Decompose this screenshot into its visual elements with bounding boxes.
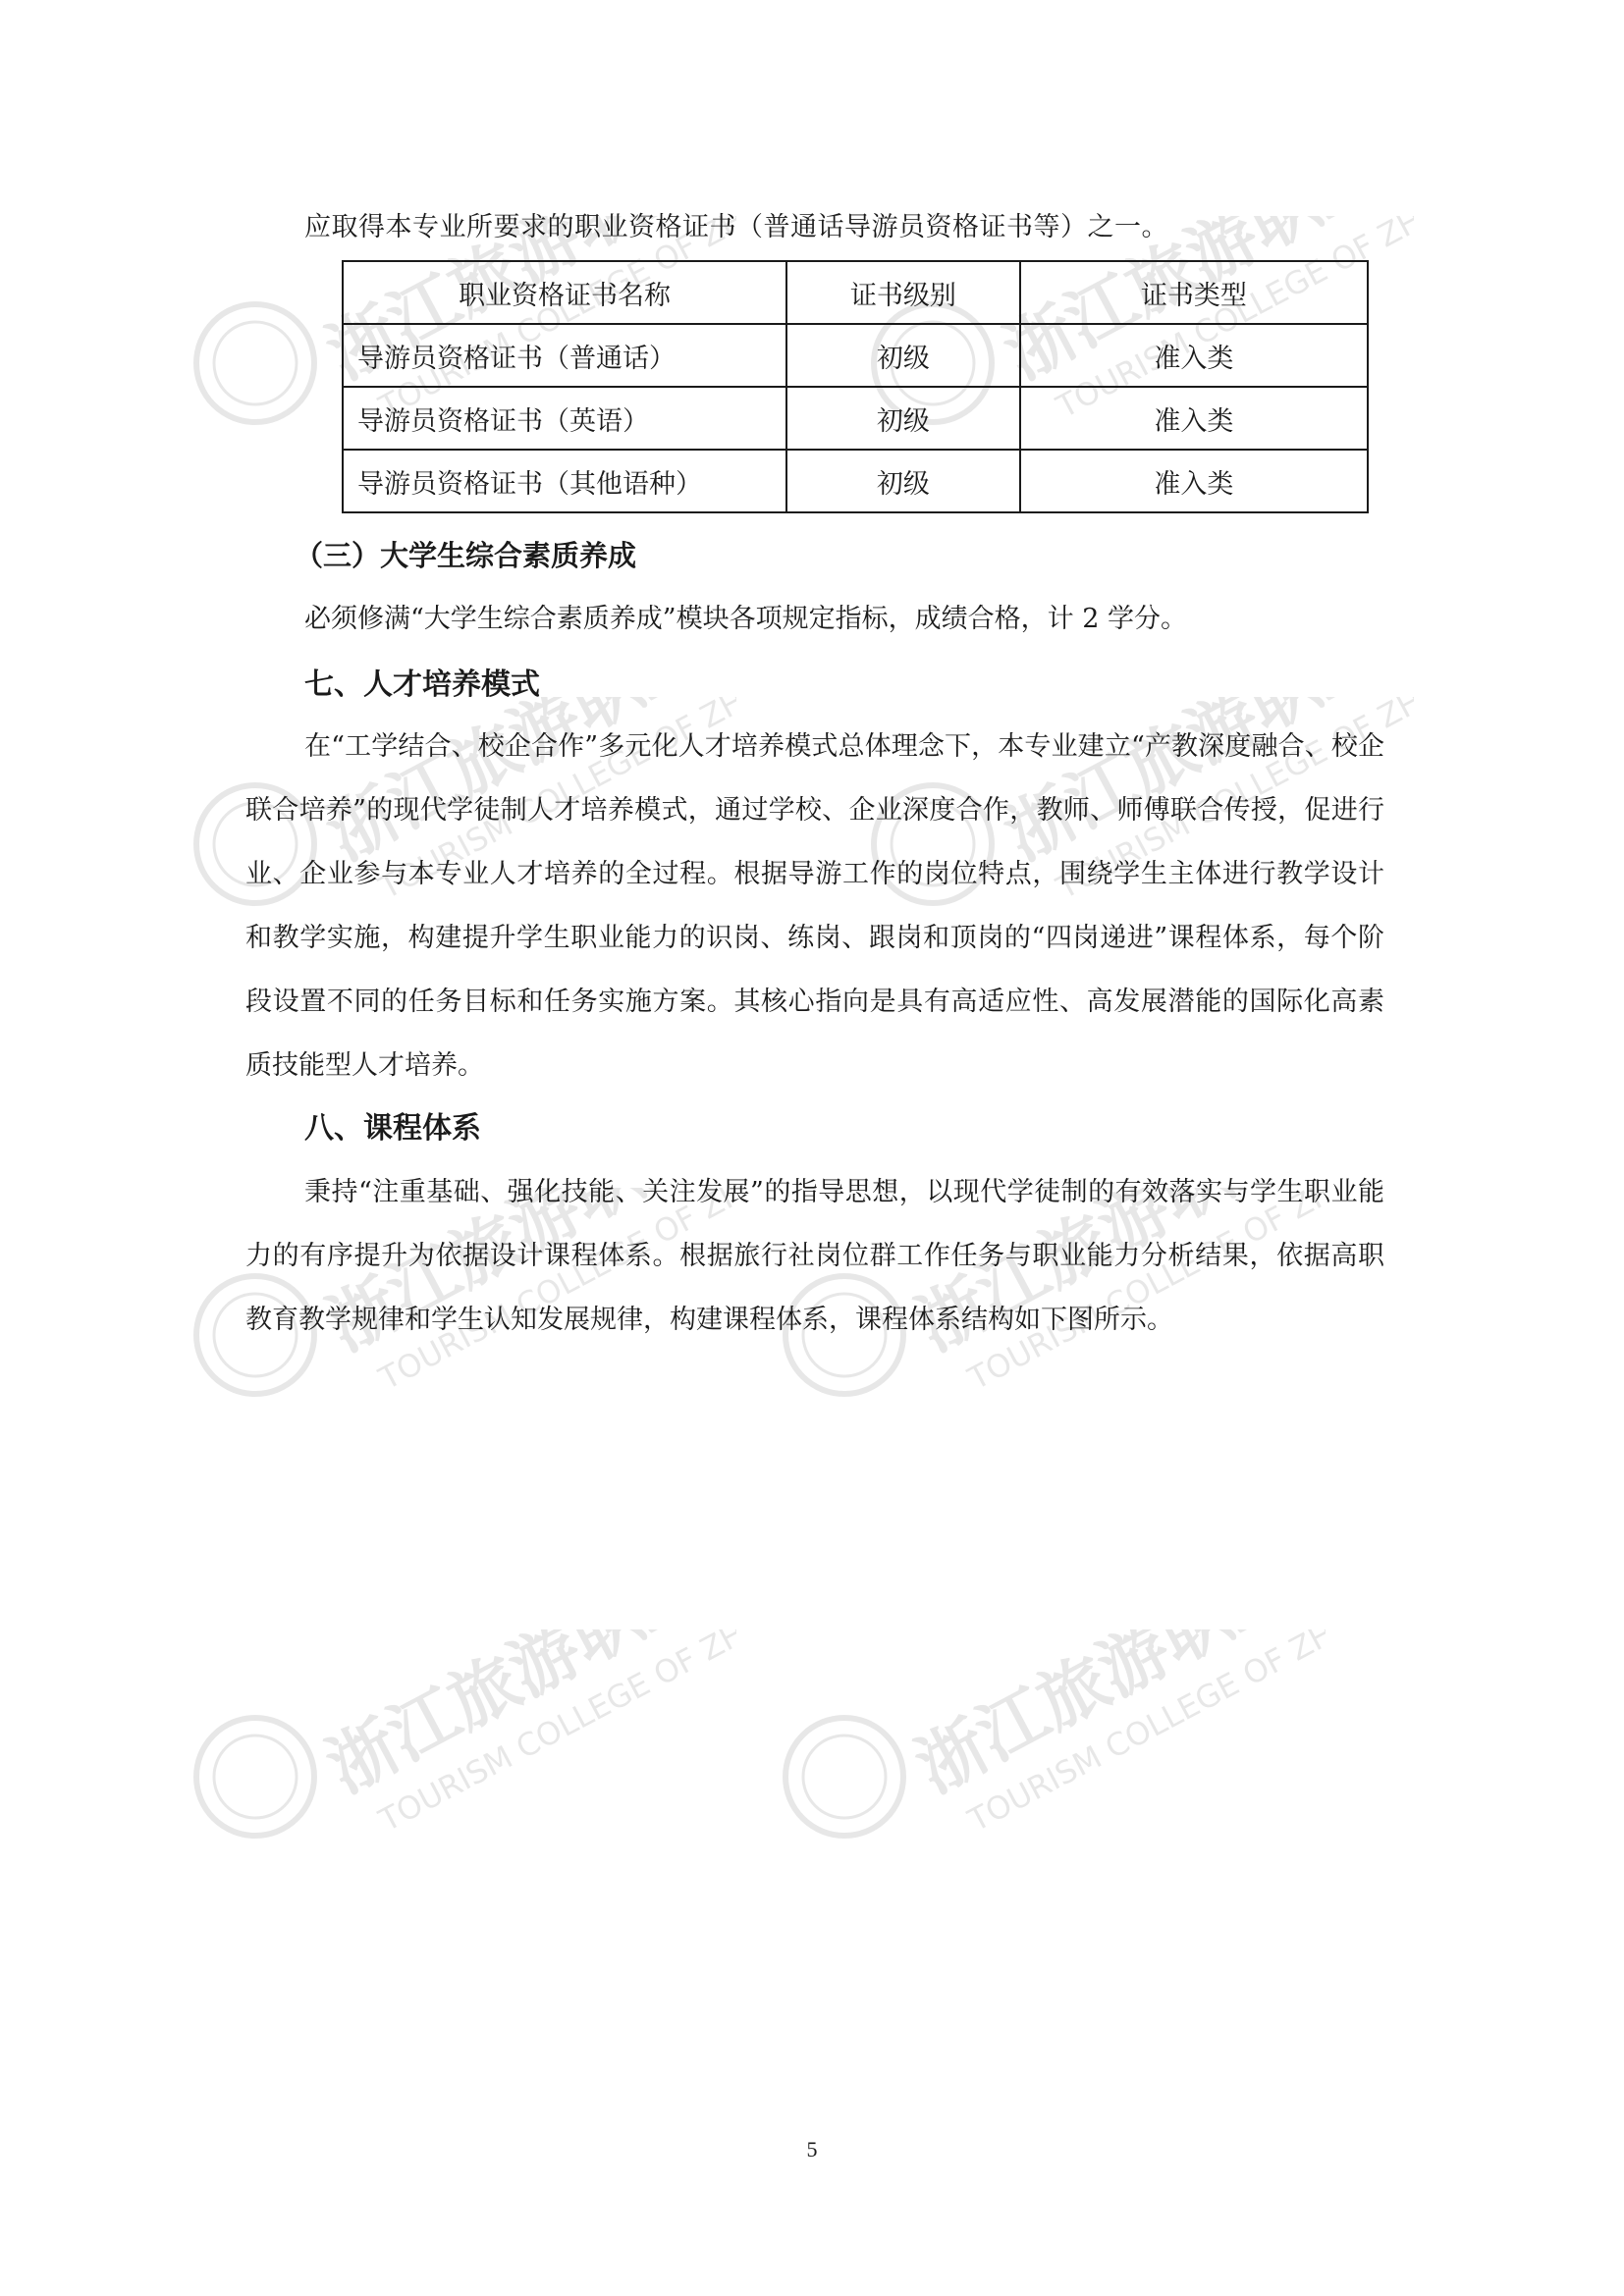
table-row: [343, 450, 1368, 512]
column-header-type: 证书类型: [1020, 261, 1368, 324]
svg-text:TOURISM COLLEGE OF ZHEJIANG: TOURISM COLLEGE OF: [372, 1198, 703, 1398]
section7-body: 在“工学结合、校企合作”多元化人才培养模式总体理念下，本专业建立“产教深度融合、校企联合培养”的现代学徒制人才培养模式，通过学校、企业深度合作，教师、师傅联合传授，促进行业、企业参与本专业人才培养的全过程。根据导游工作的岗位特点，围绕学生主体进行教学设计和教学实施，构建提升学生职业能力的识岗、练岗、跟岗和顶岗的“四岗递进”课程体系，每个阶段设置不同的任务目标和任务实施方案。其核心指向是具有高适应性、高发展潜能的国际化高素质技能型人才培养。: [245, 731, 1384, 1081]
svg-text:浙江旅游职业学院: 浙江旅游职业学院: [313, 1188, 736, 1367]
svg-text:浙江旅游职业学院: 浙江旅游职业学院: [313, 697, 736, 877]
svg-text:浙江旅游职业学院: 浙江旅游职业学院: [991, 697, 1414, 877]
wm-en-1: TOURISM COLLEGE OF: [372, 226, 703, 426]
cert-name-cell: 导游员资格证书（其他语种）: [343, 450, 786, 512]
svg-text:浙江旅游职业学院: 浙江旅游职业学院: [313, 1629, 736, 1809]
wm-cn-1: 浙江旅游职业学院: [313, 216, 736, 396]
watermark-logo: [776, 1629, 1326, 1845]
svg-text:浙江旅游职业学院: 浙江旅游职业学院: [991, 216, 1414, 396]
svg-text:TOURISM COLLEGE OF ZHEJIANG: TOURISM COLLEGE OF: [372, 1639, 703, 1840]
svg-text:TOURISM COLLEGE OF ZHEJIANG: TOURISM COLLEGE OF: [1050, 707, 1380, 907]
svg-text:TOURISM COLLEGE OF ZHEJIANG: TOURISM COLLEGE OF: [1050, 226, 1380, 426]
section8-heading: 八、课程体系: [304, 1111, 481, 1146]
svg-text:TOURISM COLLEGE OF ZHEJIANG: TOURISM COLLEGE OF: [372, 707, 703, 907]
section3-body: 必须修满“大学生综合素质养成”模块各项规定指标，成绩合格，计 2 学分。: [304, 604, 1187, 634]
table-row: [343, 324, 1368, 387]
cert-type-cell: 准入类: [1020, 450, 1368, 512]
cert-type-cell: 准入类: [1020, 324, 1368, 387]
cert-type-cell: 准入类: [1020, 387, 1368, 450]
page-number: 5: [806, 2137, 818, 2162]
cert-level-cell: 初级: [786, 387, 1020, 450]
section3-heading: （三）大学生综合素质养成: [295, 539, 637, 572]
cert-name-cell: 导游员资格证书（普通话）: [343, 324, 786, 387]
svg-text:浙江旅游职业学院: 浙江旅游职业学院: [902, 1629, 1326, 1809]
column-header-name: 职业资格证书名称: [343, 261, 786, 324]
section8-body: 秉持“注重基础、强化技能、关注发展”的指导思想，以现代学徒制的有效落实与学生职业能力的有序提升为依据设计课程体系。根据旅行社岗位群工作任务与职业能力分析结果，依据高职教育教学规律和学生认知发展规律，构建课程体系，课程体系结构如下图所示。: [245, 1177, 1384, 1335]
cert-name-cell: 导游员资格证书（英语）: [343, 387, 786, 450]
cert-level-cell: 初级: [786, 324, 1020, 387]
section7-heading: 七、人才培养模式: [304, 667, 540, 702]
intro-text: 应取得本专业所要求的职业资格证书（普通话导游员资格证书等）之一。: [304, 212, 1168, 242]
table-header-row: [343, 261, 1368, 324]
column-header-level: 证书级别: [786, 261, 1020, 324]
svg-text:TOURISM COLLEGE OF ZHEJIANG: TOURISM COLLEGE OF: [961, 1639, 1292, 1840]
svg-text:TOURISM COLLEGE OF ZHEJIANG: TOURISM COLLEGE OF: [961, 1198, 1292, 1398]
certificate-table: [342, 260, 1369, 513]
svg-text:浙江旅游职业学院: 浙江旅游职业学院: [902, 1188, 1326, 1367]
watermark-logo: [187, 1629, 736, 1845]
cert-level-cell: 初级: [786, 450, 1020, 512]
table-row: [343, 387, 1368, 450]
